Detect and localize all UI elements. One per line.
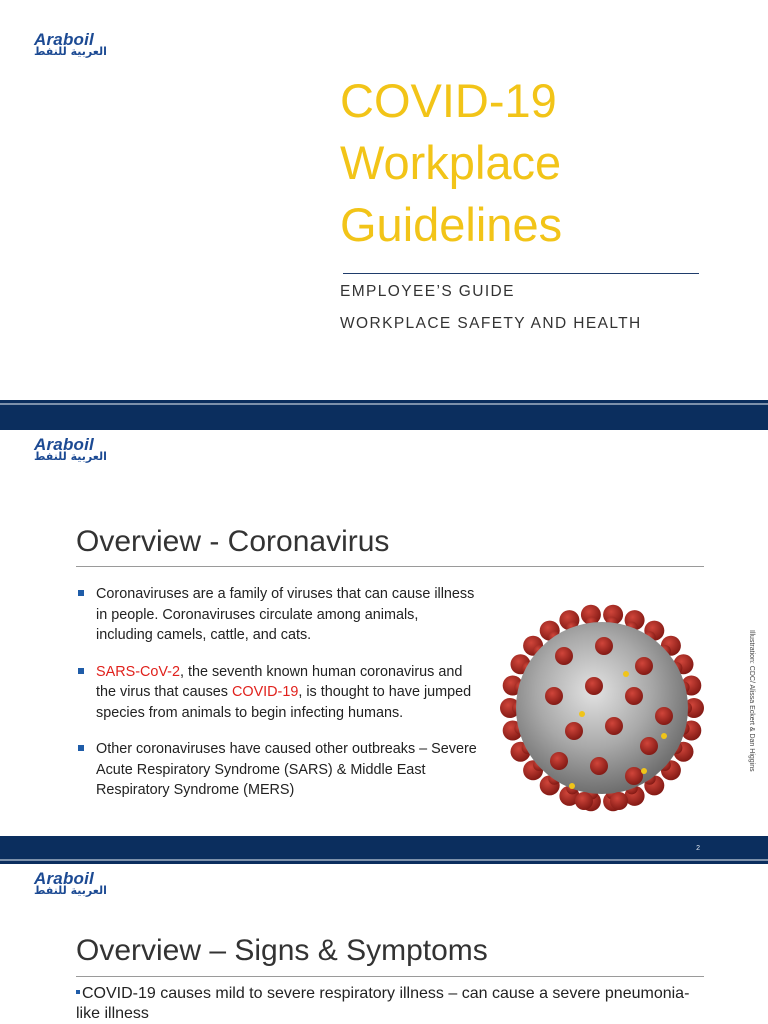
cover-subtitle-employees-guide: EMPLOYEE’S GUIDE (340, 283, 515, 300)
cover-title (340, 70, 740, 256)
araboil-logo (32, 30, 132, 58)
slide-footer-bar (0, 836, 768, 864)
logo-latin-text: Araboil (34, 869, 94, 888)
bullet-text: , is thought to have jumped species from animals to begin infecting humans. (96, 684, 472, 721)
logo-arabic-text: العربية للنفط (34, 45, 107, 58)
cover-title-line-1: COVID-19 (340, 74, 557, 127)
logo-arabic-text: العربية للنفط (34, 450, 107, 463)
bullet-text: Coronaviruses are a family of viruses that can cause illness in people. Coronaviruses circulate among animals, including camels, cattle, and cats. (96, 586, 475, 643)
bullet-text: COVID-19 causes mild to severe respiratory illness – can cause a severe pneumonia-like illness (76, 985, 690, 1022)
overview-coronavirus-slide (0, 430, 768, 836)
bullet-square-icon (78, 590, 84, 596)
araboil-logo (32, 435, 132, 463)
signs-symptoms-slide (0, 864, 768, 1024)
logo-arabic-text: العربية للنفط (34, 884, 107, 897)
highlight-covid-19: COVID-19 (231, 684, 299, 700)
coronavirus-illustration (494, 596, 710, 818)
bullet-square-icon (76, 990, 80, 994)
logo-latin-text: Araboil (34, 435, 94, 454)
slide-title: Overview – Signs & Symptoms (76, 934, 488, 967)
cover-divider (343, 273, 699, 274)
cover-title-line-3: Guidelines (340, 198, 563, 251)
araboil-logo (32, 869, 132, 897)
list-item (76, 984, 696, 1024)
cover-subtitle-safety-health: WORKPLACE SAFETY AND HEALTH (340, 315, 642, 332)
slide-title: Overview - Coronavirus (76, 525, 390, 558)
title-underline (76, 566, 704, 567)
bullet-list (78, 584, 478, 817)
bullet-square-icon (78, 745, 84, 751)
logo-latin-text: Araboil (34, 30, 94, 49)
list-item (78, 739, 478, 801)
list-item (78, 662, 478, 724)
bullet-text: Other coronaviruses have caused other outbreaks – Severe Acute Respiratory Syndrome (SARS) & Middle East Respiratory Syndrome (MERS) (96, 741, 477, 798)
page-number: 2 (696, 845, 700, 852)
highlight-sars-cov-2: SARS-CoV-2 (96, 663, 180, 680)
image-credit (745, 630, 759, 830)
bullet-text: , the seventh known human coronavirus and the virus that causes (96, 663, 463, 700)
slide-footer-bar (0, 400, 768, 430)
footer-accent-line (0, 859, 768, 861)
footer-accent-line (0, 403, 768, 405)
cover-title-line-2: Workplace (340, 136, 562, 189)
bullet-square-icon (78, 668, 84, 674)
cover-slide (0, 0, 768, 400)
list-item (78, 584, 478, 646)
image-credit-text: Illustration: CDC/ Alissa Eckert & Dan Higgins (748, 630, 755, 772)
title-underline (76, 976, 704, 977)
